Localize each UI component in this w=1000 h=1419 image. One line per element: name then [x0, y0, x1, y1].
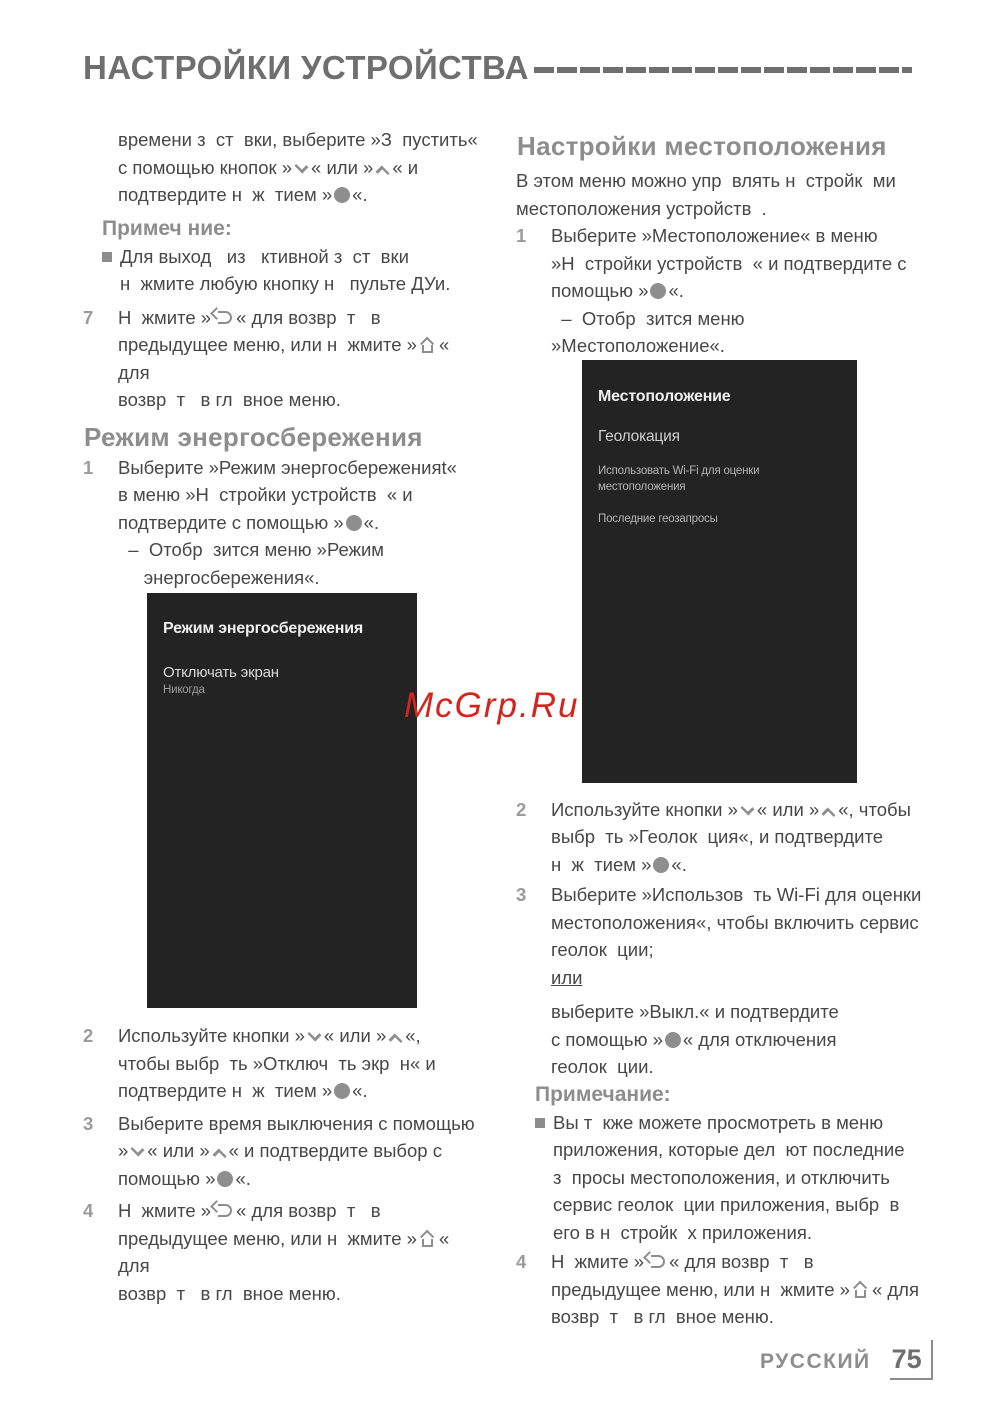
text-line: предыдущее меню, или н жмите » « для — [551, 1278, 919, 1300]
text-line: местоположения«, чтобы включить сервис — [551, 911, 919, 933]
tv-menu-title: Режим энергосбережения — [163, 620, 364, 637]
right-column — [516, 131, 922, 1331]
step-number: 4 — [516, 1251, 527, 1272]
note-block — [535, 1081, 922, 1247]
ok-dot-icon — [665, 1032, 681, 1048]
text-line: Используйте кнопки » « или » «, чтобы — [551, 798, 911, 820]
text-line: энергосбережения«. — [118, 566, 320, 588]
watermark: McGrp.Ru — [404, 686, 580, 725]
page-header — [83, 50, 912, 86]
back-icon — [646, 1255, 667, 1269]
text-line: »Н стройки устройств « и подтвердите с — [551, 252, 907, 274]
step-1 — [83, 454, 483, 592]
note-title: Примечание: — [535, 1082, 671, 1106]
chevron-up-icon — [376, 165, 390, 179]
note-title: Примеч ние: — [102, 216, 232, 240]
text-line: геолок ции. — [551, 1056, 654, 1077]
home-icon — [419, 338, 437, 353]
home-icon — [419, 1232, 437, 1247]
text-line: возвр т в гл вное меню. — [118, 389, 341, 410]
back-icon — [213, 311, 234, 325]
section-title-energy-mode: Режим энергосбережения — [84, 421, 423, 452]
step-3 — [83, 1110, 483, 1193]
step-number: 1 — [516, 225, 527, 246]
ok-dot-icon — [650, 283, 666, 299]
text-line: выбр ть »Геолок ция«, и подтвердите — [551, 826, 884, 847]
step-text-part2 — [551, 998, 922, 1081]
step-text — [118, 304, 483, 414]
chevron-down-icon — [740, 801, 754, 815]
text-line: возвр т в гл вное меню. — [551, 1306, 774, 1327]
text-line: сервис геолок ции приложения, выбр в — [553, 1194, 900, 1215]
tv-menu-item-geolocation: Геолокация — [598, 427, 680, 445]
text-line: помощью » «. — [118, 1167, 251, 1189]
step-text — [551, 796, 922, 879]
section-title-location-settings: Настройки местоположения — [517, 131, 887, 161]
header-rule — [534, 67, 912, 73]
tv-menu-item-wifi: Использовать Wi-Fi для оценки местоположения — [598, 464, 760, 493]
text-line: с помощью » « для отключения — [551, 1028, 837, 1050]
text-line: » « или » « и подтвердите выбор с — [118, 1140, 442, 1161]
text-line: помощью » «. — [551, 280, 684, 301]
ok-dot-icon — [334, 187, 350, 203]
text-line: – Отобр зится меню »Местоположение«. — [551, 307, 750, 356]
text-line: выберите »Выкл.« и подтвердите — [551, 1001, 839, 1022]
step-text — [118, 1110, 483, 1193]
bullet-square-icon — [535, 1118, 545, 1128]
step-text — [118, 1197, 483, 1307]
chevron-down-icon — [131, 1142, 145, 1156]
text-line: с помощью кнопок » « или » « и — [118, 156, 419, 178]
text-line: возвр т в гл вное меню. — [118, 1282, 341, 1304]
page-title: НАСТРОЙКИ УСТРОЙСТВА — [83, 49, 529, 86]
ok-dot-icon — [217, 1171, 233, 1187]
text-line: подтвердите н ж тием » «. — [118, 184, 368, 205]
back-icon — [213, 1204, 234, 1218]
step-text — [551, 1248, 922, 1331]
text-line: Выберите время выключения с помощью — [118, 1112, 475, 1134]
step-2 — [516, 796, 922, 879]
text-line: предыдущее меню, или н жмите » « для — [118, 1227, 455, 1276]
step-number: 3 — [83, 1112, 94, 1134]
step-4 — [516, 1248, 922, 1331]
step-2 — [83, 1022, 483, 1105]
text-line: приложения, которые дел ют последние — [553, 1139, 905, 1160]
text-line: в меню »Н стройки устройств « и — [118, 484, 413, 505]
ok-dot-icon — [346, 515, 362, 531]
page-number: 75 — [890, 1340, 933, 1380]
step-number: 2 — [516, 798, 527, 820]
chevron-up-icon — [389, 1033, 403, 1047]
step-text — [551, 881, 922, 1081]
step-3 — [516, 881, 922, 1081]
step-text — [118, 454, 483, 592]
text-line: местоположения устройств . — [516, 197, 767, 219]
step-number: 3 — [516, 884, 527, 905]
text-line: подтвердите с помощью » «. — [118, 511, 380, 533]
tv-menu-item-recent-requests: Последние геозапросы — [598, 512, 718, 525]
step-text-part1 — [551, 881, 922, 964]
text-line: н жмите любую кнопку н пульте ДУи. — [120, 273, 451, 294]
note-item — [535, 1109, 922, 1247]
chevron-down-icon — [295, 159, 309, 173]
step-number: 1 — [83, 456, 94, 478]
text-line: чтобы выбр ть »Отключ ть экр н« и — [118, 1052, 436, 1074]
text-line: Выберите »Режим энергосбереженияt« — [118, 456, 457, 478]
text-line: предыдущее меню, или н жмите » « для — [118, 334, 455, 383]
text-line: Выберите »Местоположение« в меню — [551, 225, 878, 246]
page-footer — [760, 1340, 933, 1380]
text-line: или — [551, 966, 583, 988]
text-line: подтвердите н ж тием » «. — [118, 1080, 368, 1101]
step-text — [551, 222, 922, 360]
text-line: Для выход из ктивной з ст вки — [120, 245, 409, 267]
paragraph-continued — [118, 126, 483, 209]
step-number: 7 — [83, 306, 94, 328]
text-line: геолок ции; — [551, 939, 654, 960]
section-intro — [516, 167, 922, 222]
text-line: з просы местоположения, и отключить — [553, 1166, 890, 1188]
or-separator — [551, 964, 922, 992]
text-line: Выберите »Использов ть Wi-Fi для оценки — [551, 884, 922, 905]
step-1 — [516, 222, 922, 360]
chevron-up-icon — [822, 807, 836, 821]
text-line: времени з ст вки, выберите »З пустить« — [118, 129, 478, 150]
tv-screenshot-location — [582, 360, 857, 783]
text-line: Н жмите » « для возвр т в — [118, 1200, 381, 1221]
text-line: Вы т кже можете просмотреть в меню — [553, 1111, 884, 1133]
tv-menu-item-screen-off: Отключать экран — [163, 664, 279, 681]
text-line: Используйте кнопки » « или » «, — [118, 1025, 421, 1046]
home-icon — [852, 1283, 870, 1298]
note-block — [102, 215, 483, 298]
ok-dot-icon — [653, 857, 669, 873]
step-7 — [83, 304, 483, 414]
footer-language-label: РУССКИЙ — [760, 1350, 871, 1373]
step-4 — [83, 1197, 483, 1307]
tv-screenshot-energy-mode — [147, 593, 417, 1008]
text-line: Н жмите » « для возвр т в — [551, 1251, 814, 1272]
chevron-down-icon — [307, 1027, 321, 1041]
chevron-up-icon — [212, 1148, 226, 1162]
step-number: 2 — [83, 1025, 94, 1046]
step-number: 4 — [83, 1200, 94, 1221]
ok-dot-icon — [334, 1083, 350, 1099]
note-text — [553, 1109, 904, 1247]
note-item — [102, 243, 483, 298]
tv-menu-item-value: Никогда — [163, 684, 205, 696]
step-text — [118, 1022, 483, 1105]
text-line: Н жмите » « для возвр т в — [118, 306, 381, 328]
text-line: его в н стройк х приложения. — [553, 1221, 813, 1243]
text-line: В этом меню можно упр влять н стройк ми — [516, 170, 896, 191]
text-line: – Отобр зится меню »Режим — [118, 539, 385, 560]
note-text — [120, 243, 450, 298]
tv-menu-title: Местоположение — [598, 387, 731, 405]
text-line: н ж тием » «. — [551, 853, 687, 875]
bullet-square-icon — [102, 252, 112, 262]
